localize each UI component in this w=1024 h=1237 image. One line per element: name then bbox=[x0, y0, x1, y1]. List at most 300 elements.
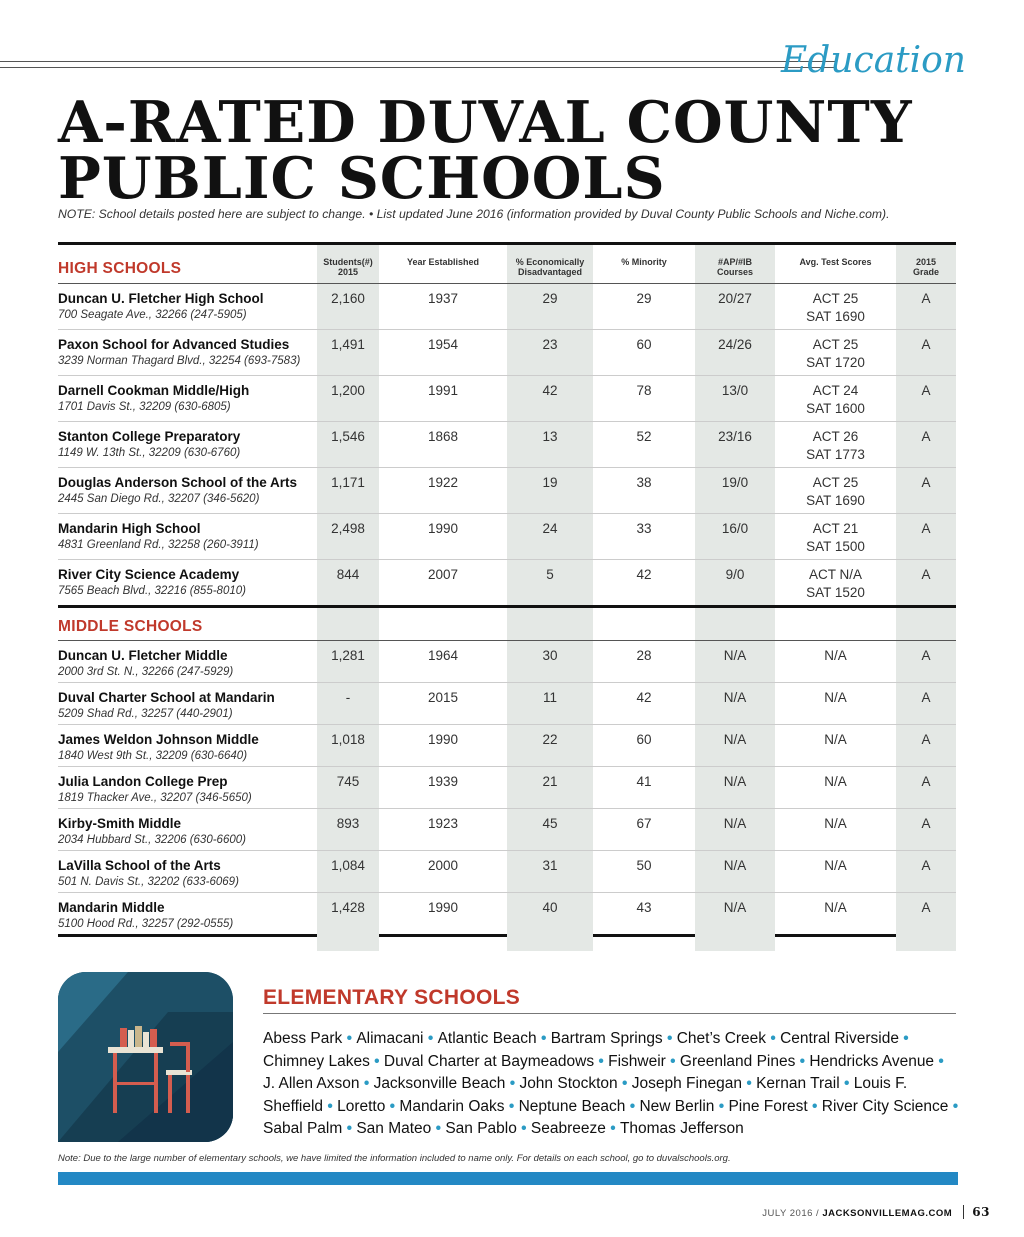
cell-grade bbox=[896, 559, 956, 605]
value-apib: N/A bbox=[723, 689, 747, 705]
cell-econ bbox=[507, 467, 593, 513]
cell-apib bbox=[695, 559, 775, 605]
cell-apib bbox=[695, 375, 775, 421]
score-line-1: N/A bbox=[824, 647, 847, 663]
value-year: 1939 bbox=[427, 773, 459, 789]
school-name: Kirby-Smith Middle bbox=[58, 815, 182, 831]
cell-scores bbox=[775, 892, 896, 934]
school-name: James Weldon Johnson Middle bbox=[58, 731, 259, 747]
value-minority: 28 bbox=[636, 647, 652, 663]
elementary-school-name: San Mateo bbox=[356, 1120, 432, 1137]
value-grade: A bbox=[921, 290, 931, 306]
school-name: River City Science Academy bbox=[58, 566, 240, 582]
cell-econ bbox=[507, 808, 593, 850]
cell-minority bbox=[593, 850, 695, 892]
bullet-separator: • bbox=[625, 1097, 640, 1115]
value-apib: N/A bbox=[723, 815, 747, 831]
cell-scores bbox=[775, 467, 896, 513]
cell-scores bbox=[775, 513, 896, 559]
cell-students bbox=[317, 850, 379, 892]
cell-econ bbox=[507, 329, 593, 375]
school-address: 5100 Hood Rd., 32257 (292-0555) bbox=[58, 917, 234, 930]
bullet-separator: • bbox=[665, 1052, 680, 1070]
cell-students bbox=[317, 513, 379, 559]
cell-grade bbox=[896, 808, 956, 850]
value-minority: 43 bbox=[636, 899, 652, 915]
value-apib: N/A bbox=[723, 731, 747, 747]
elementary-school-name: Alimacani bbox=[356, 1030, 424, 1047]
elementary-school-name: Loretto bbox=[337, 1097, 386, 1115]
page-number: 63 bbox=[963, 1205, 990, 1219]
cell-scores bbox=[775, 808, 896, 850]
col-econ: % Economically Disadvantaged bbox=[515, 257, 585, 277]
value-year: 1923 bbox=[427, 815, 459, 831]
score-line-2: SAT 1520 bbox=[806, 584, 865, 600]
elementary-school-name: San Pablo bbox=[445, 1120, 517, 1137]
table-row bbox=[58, 640, 956, 682]
cell-students bbox=[317, 467, 379, 513]
school-name: Darnell Cookman Middle/High bbox=[58, 382, 250, 398]
value-econ: 29 bbox=[542, 290, 558, 306]
bullet-separator: • bbox=[505, 1075, 520, 1092]
col-students: Students(#) 2015 bbox=[323, 257, 373, 277]
value-year: 2000 bbox=[427, 857, 459, 873]
score-line-2: SAT 1773 bbox=[806, 446, 865, 462]
col-apib: #AP/#IB Courses bbox=[716, 257, 753, 277]
value-grade: A bbox=[921, 857, 931, 873]
bullet-separator: • bbox=[766, 1030, 781, 1047]
school-name: Duncan U. Fletcher Middle bbox=[58, 647, 228, 663]
bullet-separator: • bbox=[948, 1097, 959, 1115]
cell-year bbox=[379, 640, 507, 682]
cell-year bbox=[379, 766, 507, 808]
school-name: Douglas Anderson School of the Arts bbox=[58, 474, 298, 490]
elementary-school-name: Chet’s Creek bbox=[676, 1030, 767, 1047]
cell-econ bbox=[507, 724, 593, 766]
elementary-school-name: Central Riverside bbox=[780, 1030, 899, 1047]
table-row bbox=[58, 467, 956, 513]
value-apib: 19/0 bbox=[721, 474, 749, 490]
cell-econ bbox=[507, 283, 593, 329]
elementary-school-name: Kernan Trail bbox=[756, 1075, 840, 1092]
cell-scores bbox=[775, 724, 896, 766]
cell-apib bbox=[695, 283, 775, 329]
elementary-school-name: Greenland Pines bbox=[679, 1052, 796, 1070]
elementary-school-name: Atlantic Beach bbox=[437, 1030, 537, 1047]
score-line-2: SAT 1690 bbox=[806, 308, 865, 324]
elementary-school-name: Sabal Palm bbox=[263, 1120, 343, 1137]
cell-students bbox=[317, 329, 379, 375]
value-minority: 29 bbox=[636, 290, 652, 306]
cell-grade bbox=[896, 467, 956, 513]
bullet-separator: • bbox=[605, 1120, 620, 1137]
elementary-school-name: Neptune Beach bbox=[518, 1097, 626, 1115]
cell-minority bbox=[593, 283, 695, 329]
value-apib: N/A bbox=[723, 773, 747, 789]
school-cell bbox=[58, 559, 317, 605]
cell-students bbox=[317, 283, 379, 329]
value-grade: A bbox=[921, 689, 931, 705]
value-students: 1,281 bbox=[331, 647, 365, 663]
score-line-1: ACT 21 bbox=[812, 520, 859, 536]
school-name: LaVilla School of the Arts bbox=[58, 857, 221, 873]
school-cell bbox=[58, 808, 317, 850]
school-desk-illustration bbox=[58, 972, 233, 1142]
cell-grade bbox=[896, 329, 956, 375]
bullet-separator: • bbox=[795, 1052, 810, 1070]
value-econ: 22 bbox=[542, 731, 558, 747]
cell-students bbox=[317, 421, 379, 467]
middle-schools-body bbox=[58, 640, 956, 934]
value-apib: 24/26 bbox=[718, 336, 752, 352]
score-line-2: SAT 1600 bbox=[806, 400, 865, 416]
school-address: 2034 Hubbard St., 32206 (630-6600) bbox=[58, 833, 246, 846]
score-line-1: N/A bbox=[824, 689, 847, 705]
table-row bbox=[58, 724, 956, 766]
cell-econ bbox=[507, 375, 593, 421]
school-address: 700 Seagate Ave., 32266 (247-5905) bbox=[58, 308, 247, 321]
value-minority: 33 bbox=[636, 520, 652, 536]
cell-scores bbox=[775, 283, 896, 329]
school-name: Mandarin High School bbox=[58, 520, 201, 536]
elementary-school-name: River City Science bbox=[821, 1097, 949, 1115]
bullet-separator: • bbox=[323, 1097, 338, 1115]
cell-grade bbox=[896, 513, 956, 559]
table-row bbox=[58, 892, 956, 934]
cell-apib bbox=[695, 421, 775, 467]
bottom-note: Note: Due to the large number of elementary schools, we have limited the information included to name only. For details on each school, go to duvalschools.org. bbox=[58, 1153, 731, 1164]
cell-econ bbox=[507, 640, 593, 682]
value-students: 2,498 bbox=[331, 520, 365, 536]
score-line-1: ACT N/A bbox=[808, 566, 862, 582]
value-econ: 5 bbox=[546, 566, 554, 582]
elementary-school-name: Joseph Finegan bbox=[631, 1075, 743, 1092]
value-grade: A bbox=[921, 773, 931, 789]
table-row bbox=[58, 682, 956, 724]
elementary-school-name: Seabreeze bbox=[530, 1120, 606, 1137]
value-econ: 19 bbox=[542, 474, 558, 490]
cell-apib bbox=[695, 766, 775, 808]
score-line-1: ACT 26 bbox=[812, 428, 859, 444]
cell-grade bbox=[896, 421, 956, 467]
value-minority: 60 bbox=[636, 731, 652, 747]
school-cell bbox=[58, 421, 317, 467]
elementary-school-name: Duval Charter at Baymeadows bbox=[383, 1052, 595, 1070]
bullet-separator: • bbox=[342, 1120, 357, 1137]
value-students: 1,200 bbox=[331, 382, 365, 398]
section-header bbox=[0, 40, 1024, 85]
middle-section bbox=[58, 605, 956, 640]
value-year: 1954 bbox=[427, 336, 459, 352]
cell-students bbox=[317, 682, 379, 724]
value-econ: 23 bbox=[542, 336, 558, 352]
elementary-school-name: Mandarin Oaks bbox=[399, 1097, 505, 1115]
value-students: 893 bbox=[336, 815, 360, 831]
bullet-separator: • bbox=[742, 1075, 757, 1092]
cell-apib bbox=[695, 850, 775, 892]
elementary-school-name: Abess Park bbox=[263, 1030, 343, 1047]
value-apib: N/A bbox=[723, 647, 747, 663]
value-minority: 52 bbox=[636, 428, 652, 444]
cell-scores bbox=[775, 421, 896, 467]
cell-minority bbox=[593, 766, 695, 808]
school-cell bbox=[58, 513, 317, 559]
desk-chair-icon bbox=[58, 972, 233, 1142]
school-name: Paxon School for Advanced Studies bbox=[58, 336, 290, 352]
value-econ: 45 bbox=[542, 815, 558, 831]
cell-econ bbox=[507, 682, 593, 724]
cell-students bbox=[317, 724, 379, 766]
cell-year bbox=[379, 467, 507, 513]
page-footer bbox=[762, 1205, 990, 1219]
elementary-school-name: J. Allen Axson bbox=[263, 1075, 360, 1092]
cell-econ bbox=[507, 421, 593, 467]
value-apib: 9/0 bbox=[725, 566, 745, 582]
school-address: 5209 Shad Rd., 32257 (440-2901) bbox=[58, 707, 233, 720]
bullet-separator: • bbox=[839, 1075, 854, 1092]
bullet-separator: • bbox=[431, 1120, 446, 1137]
cell-minority bbox=[593, 724, 695, 766]
value-year: 1922 bbox=[427, 474, 459, 490]
value-year: 1868 bbox=[427, 428, 459, 444]
value-students: 1,428 bbox=[331, 899, 365, 915]
cell-scores bbox=[775, 850, 896, 892]
cell-apib bbox=[695, 640, 775, 682]
cell-year bbox=[379, 808, 507, 850]
value-econ: 42 bbox=[542, 382, 558, 398]
value-econ: 30 bbox=[542, 647, 558, 663]
value-econ: 11 bbox=[542, 689, 557, 705]
school-cell bbox=[58, 892, 317, 934]
bullet-separator: • bbox=[714, 1097, 729, 1115]
col-minority: % Minority bbox=[621, 257, 667, 267]
cell-year bbox=[379, 283, 507, 329]
elementary-school-name: Thomas Jefferson bbox=[619, 1120, 744, 1137]
cell-econ bbox=[507, 766, 593, 808]
value-minority: 78 bbox=[636, 382, 652, 398]
score-line-1: ACT 25 bbox=[812, 474, 859, 490]
school-address: 501 N. Davis St., 32202 (633-6069) bbox=[58, 875, 239, 888]
bullet-separator: • bbox=[536, 1030, 551, 1047]
school-cell bbox=[58, 640, 317, 682]
elementary-school-name: Hendricks Avenue bbox=[809, 1052, 935, 1070]
value-minority: 42 bbox=[636, 689, 652, 705]
school-address: 1840 West 9th St., 32209 (630-6640) bbox=[58, 749, 248, 762]
value-grade: A bbox=[921, 899, 931, 915]
cell-minority bbox=[593, 329, 695, 375]
elementary-school-name: Jacksonville Beach bbox=[373, 1075, 506, 1092]
value-econ: 40 bbox=[542, 899, 558, 915]
value-econ: 24 bbox=[542, 520, 558, 536]
school-name: Duval Charter School at Mandarin bbox=[58, 689, 275, 705]
cell-year bbox=[379, 421, 507, 467]
school-address: 2445 San Diego Rd., 32207 (346-5620) bbox=[58, 492, 260, 505]
value-grade: A bbox=[921, 336, 931, 352]
bullet-separator: • bbox=[807, 1097, 822, 1115]
cell-year bbox=[379, 850, 507, 892]
value-students: 1,018 bbox=[331, 731, 365, 747]
school-cell bbox=[58, 850, 317, 892]
cell-students bbox=[317, 559, 379, 605]
school-address: 3239 Norman Thagard Blvd., 32254 (693-7583) bbox=[58, 354, 301, 367]
cell-students bbox=[317, 892, 379, 934]
cell-scores bbox=[775, 766, 896, 808]
school-cell bbox=[58, 724, 317, 766]
cell-year bbox=[379, 513, 507, 559]
score-line-1: ACT 25 bbox=[812, 290, 859, 306]
table-row bbox=[58, 766, 956, 808]
table-row bbox=[58, 513, 956, 559]
cell-grade bbox=[896, 766, 956, 808]
bullet-separator: • bbox=[359, 1075, 374, 1092]
school-address: 1701 Davis St., 32209 (630-6805) bbox=[58, 400, 231, 413]
value-students: 2,160 bbox=[331, 290, 365, 306]
cell-apib bbox=[695, 467, 775, 513]
school-name: Stanton College Preparatory bbox=[58, 428, 241, 444]
cell-grade bbox=[896, 640, 956, 682]
elementary-school-name: Chimney Lakes bbox=[263, 1052, 370, 1070]
school-address: 7565 Beach Blvd., 32216 (855-8010) bbox=[58, 584, 246, 597]
cell-minority bbox=[593, 559, 695, 605]
section-label: Education bbox=[781, 40, 966, 81]
elementary-school-name: Pine Forest bbox=[728, 1097, 808, 1115]
value-minority: 41 bbox=[636, 773, 652, 789]
value-year: 1964 bbox=[427, 647, 459, 663]
table-row bbox=[58, 421, 956, 467]
cell-year bbox=[379, 559, 507, 605]
table-row bbox=[58, 850, 956, 892]
elementary-school-name: New Berlin bbox=[639, 1097, 715, 1115]
score-line-1: N/A bbox=[824, 731, 847, 747]
school-cell bbox=[58, 682, 317, 724]
bullet-separator: • bbox=[617, 1075, 632, 1092]
title-line-2: PUBLIC SCHOOLS bbox=[58, 145, 666, 212]
cell-grade bbox=[896, 682, 956, 724]
cell-minority bbox=[593, 892, 695, 934]
bullet-separator: • bbox=[504, 1097, 519, 1115]
table-row bbox=[58, 329, 956, 375]
cell-apib bbox=[695, 808, 775, 850]
value-students: 745 bbox=[336, 773, 360, 789]
value-students: 1,171 bbox=[331, 474, 365, 490]
value-minority: 50 bbox=[636, 857, 652, 873]
value-students: 1,546 bbox=[331, 428, 365, 444]
school-name: Mandarin Middle bbox=[58, 899, 165, 915]
score-line-1: ACT 25 bbox=[812, 336, 859, 352]
value-students: 844 bbox=[336, 566, 360, 582]
cell-scores bbox=[775, 329, 896, 375]
table-header-row bbox=[58, 245, 956, 283]
value-year: 1990 bbox=[427, 520, 459, 536]
value-grade: A bbox=[921, 382, 931, 398]
cell-year bbox=[379, 724, 507, 766]
school-address: 1819 Thacker Ave., 32207 (346-5650) bbox=[58, 791, 252, 804]
cell-year bbox=[379, 375, 507, 421]
score-line-2: SAT 1690 bbox=[806, 492, 865, 508]
elementary-school-list bbox=[263, 1028, 959, 1141]
bullet-separator: • bbox=[516, 1120, 531, 1137]
score-line-1: N/A bbox=[824, 857, 847, 873]
value-grade: A bbox=[921, 566, 931, 582]
score-line-1: N/A bbox=[824, 815, 847, 831]
cell-minority bbox=[593, 640, 695, 682]
page-title bbox=[58, 89, 913, 212]
cell-students bbox=[317, 640, 379, 682]
value-year: 1991 bbox=[427, 382, 459, 398]
elementary-school-name: Fishweir bbox=[608, 1052, 666, 1070]
value-year: 1937 bbox=[427, 290, 459, 306]
col-grade: 2015 Grade bbox=[912, 257, 939, 277]
score-line-1: N/A bbox=[824, 773, 847, 789]
col-scores: Avg. Test Scores bbox=[799, 257, 872, 267]
cell-grade bbox=[896, 375, 956, 421]
cell-year bbox=[379, 682, 507, 724]
cell-apib bbox=[695, 892, 775, 934]
cell-apib bbox=[695, 724, 775, 766]
score-line-2: SAT 1500 bbox=[806, 538, 865, 554]
value-apib: 16/0 bbox=[721, 520, 749, 536]
value-apib: N/A bbox=[723, 857, 747, 873]
cell-year bbox=[379, 329, 507, 375]
cell-apib bbox=[695, 329, 775, 375]
value-grade: A bbox=[921, 815, 931, 831]
bullet-separator: • bbox=[898, 1030, 909, 1047]
value-apib: 20/27 bbox=[718, 290, 752, 306]
school-cell bbox=[58, 329, 317, 375]
cell-scores bbox=[775, 559, 896, 605]
cell-scores bbox=[775, 375, 896, 421]
school-name: Duncan U. Fletcher High School bbox=[58, 290, 264, 306]
value-minority: 67 bbox=[636, 815, 652, 831]
cell-econ bbox=[507, 559, 593, 605]
elementary-rule bbox=[263, 1013, 956, 1014]
cell-students bbox=[317, 375, 379, 421]
table-row bbox=[58, 559, 956, 605]
cell-econ bbox=[507, 850, 593, 892]
score-line-1: ACT 24 bbox=[812, 382, 859, 398]
score-line-2: SAT 1720 bbox=[806, 354, 865, 370]
school-address: 1149 W. 13th St., 32209 (630-6760) bbox=[58, 446, 241, 459]
footer-issue: JULY 2016 / bbox=[762, 1208, 820, 1219]
footer-color-bar bbox=[58, 1172, 958, 1185]
cell-grade bbox=[896, 892, 956, 934]
cell-scores bbox=[775, 640, 896, 682]
bullet-separator: • bbox=[594, 1052, 609, 1070]
school-cell bbox=[58, 766, 317, 808]
score-line-1: N/A bbox=[824, 899, 847, 915]
cell-students bbox=[317, 766, 379, 808]
cell-minority bbox=[593, 682, 695, 724]
school-cell bbox=[58, 375, 317, 421]
value-students: 1,491 bbox=[331, 336, 365, 352]
value-econ: 13 bbox=[542, 428, 558, 444]
elementary-school-name: Bartram Springs bbox=[550, 1030, 663, 1047]
school-address: 2000 3rd St. N., 32266 (247-5929) bbox=[58, 665, 234, 678]
bullet-separator: • bbox=[934, 1052, 944, 1070]
cell-scores bbox=[775, 682, 896, 724]
col-year: Year Established bbox=[406, 257, 480, 267]
value-grade: A bbox=[921, 428, 931, 444]
cell-apib bbox=[695, 513, 775, 559]
bullet-separator: • bbox=[369, 1052, 384, 1070]
bullet-separator: • bbox=[423, 1030, 438, 1047]
table-row bbox=[58, 283, 956, 329]
value-econ: 31 bbox=[542, 857, 558, 873]
title-line-1: A-RATED DUVAL COUNTY bbox=[58, 89, 913, 156]
cell-minority bbox=[593, 421, 695, 467]
cell-minority bbox=[593, 375, 695, 421]
value-grade: A bbox=[921, 474, 931, 490]
